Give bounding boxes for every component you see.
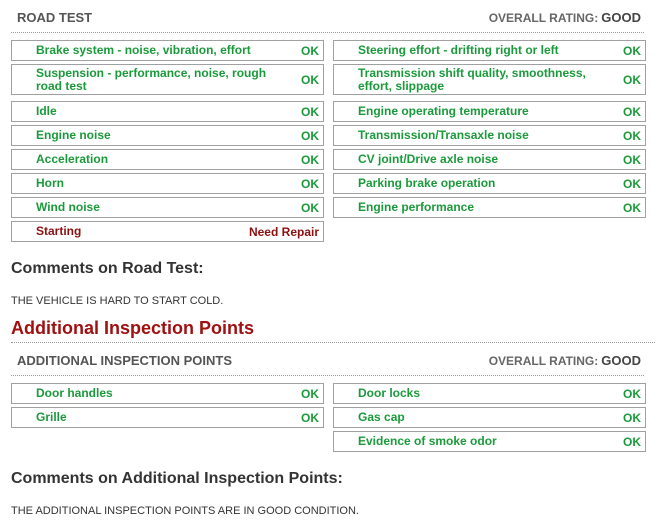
item-status: OK — [623, 128, 641, 143]
item-status: OK — [623, 176, 641, 191]
item-label: Steering effort - drifting right or left — [358, 43, 559, 57]
inspection-item — [333, 64, 646, 95]
item-status: OK — [301, 72, 319, 87]
item-status: OK — [301, 104, 319, 119]
inspection-item — [11, 40, 324, 61]
item-status: OK — [623, 410, 641, 425]
rating-label: OVERALL RATING: — [488, 11, 599, 25]
item-label: Wind noise — [36, 200, 100, 214]
inspection-item — [11, 149, 324, 170]
road-test-comments-heading: Comments on Road Test: — [11, 260, 204, 277]
item-status: OK — [623, 72, 641, 87]
item-label: Engine operating temperature — [358, 104, 529, 118]
item-status: OK — [301, 152, 319, 167]
item-status: OK — [623, 386, 641, 401]
item-status: OK — [301, 386, 319, 401]
item-status: OK — [301, 200, 319, 215]
inspection-item — [333, 431, 646, 452]
additional-overall-rating — [489, 353, 641, 368]
rating-value: GOOD — [601, 353, 641, 368]
inspection-item — [11, 407, 324, 428]
additional-comments-text: THE ADDITIONAL INSPECTION POINTS ARE IN GOOD CONDITION. — [11, 505, 359, 517]
inspection-item — [11, 101, 324, 122]
item-status: OK — [623, 43, 641, 58]
item-label: Parking brake operation — [358, 176, 496, 190]
additional-title: ADDITIONAL INSPECTION POINTS — [17, 353, 232, 368]
item-label: Idle — [36, 104, 57, 118]
inspection-item — [11, 197, 324, 218]
item-status: OK — [301, 410, 319, 425]
item-status: OK — [623, 200, 641, 215]
item-label: Gas cap — [358, 410, 405, 424]
road-test-overall-rating — [489, 10, 641, 25]
inspection-item — [11, 64, 324, 95]
inspection-item — [333, 101, 646, 122]
rating-value: GOOD — [601, 10, 641, 25]
item-status: OK — [301, 176, 319, 191]
additional-header — [11, 346, 644, 376]
item-label: CV joint/Drive axle noise — [358, 152, 499, 166]
inspection-item — [333, 40, 646, 61]
additional-comments-heading: Comments on Additional Inspection Points: — [11, 470, 343, 487]
inspection-item — [333, 149, 646, 170]
item-label: Evidence of smoke odor — [358, 434, 497, 448]
item-label: Brake system - noise, vibration, effort — [36, 43, 251, 57]
inspection-item-need-repair — [11, 221, 324, 242]
item-label: Suspension - performance, noise, rough road test — [36, 65, 267, 93]
item-status: OK — [623, 104, 641, 119]
item-label: Door locks — [358, 386, 421, 400]
additional-section-title: Additional Inspection Points — [11, 318, 254, 338]
item-status: OK — [301, 128, 319, 143]
item-label: Engine performance — [358, 200, 475, 214]
inspection-item — [11, 125, 324, 146]
rating-label: OVERALL RATING: — [488, 354, 599, 368]
item-label: Transmission shift quality, smoothness, effort, slippage — [358, 65, 586, 93]
item-status: OK — [623, 434, 641, 449]
item-status: OK — [301, 43, 319, 58]
section-divider — [11, 342, 655, 343]
road-test-comments-text: THE VEHICLE IS HARD TO START COLD. — [11, 295, 224, 307]
inspection-item — [333, 383, 646, 404]
inspection-item — [333, 125, 646, 146]
item-label: Starting — [36, 224, 82, 238]
item-label: Engine noise — [36, 128, 111, 142]
road-test-header — [11, 3, 644, 33]
item-status: Need Repair — [248, 224, 319, 239]
item-label: Door handles — [36, 386, 113, 400]
item-status: OK — [623, 152, 641, 167]
inspection-item — [11, 173, 324, 194]
item-label: Acceleration — [36, 152, 109, 166]
road-test-title: ROAD TEST — [17, 10, 93, 25]
inspection-item — [333, 197, 646, 218]
inspection-item — [11, 383, 324, 404]
item-label: Grille — [36, 410, 67, 424]
inspection-item — [333, 407, 646, 428]
item-label: Horn — [36, 176, 64, 190]
item-label: Transmission/Transaxle noise — [358, 128, 529, 142]
inspection-item — [333, 173, 646, 194]
